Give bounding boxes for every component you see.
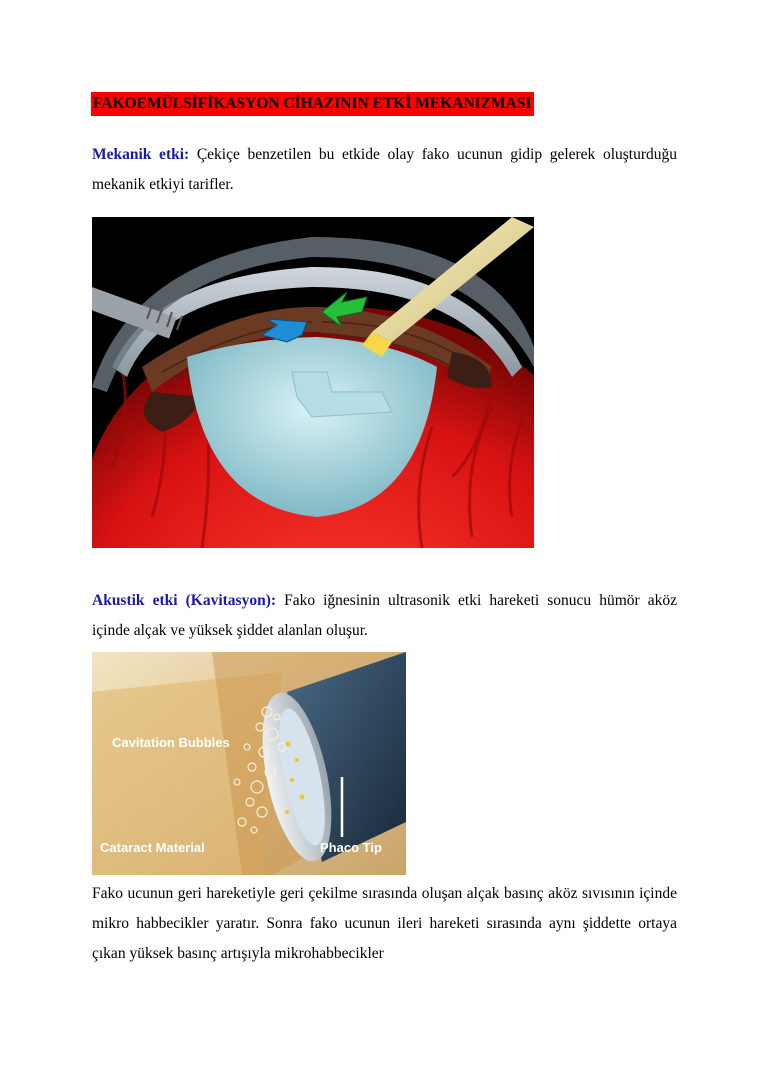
acoustic-effect-lead: Akustik etki (Kavitasyon): bbox=[92, 592, 277, 609]
closing-paragraph: Fako ucunun geri hareketiyle geri çekilme sırasında oluşan alçak basınç aköz sıvısının içinde mikro habbecikler yaratır. Sonra fako ucunun ileri hareketi sırasında aynı şiddette ortaya çıkan yüksek basınç artışıyla mikrohabbecikler bbox=[92, 885, 677, 962]
mechanical-effect-text: Çekiçe benzetilen bu etkide olay fako ucunun gidip gelerek oluşturduğu mekanik etkiyi tarifler. bbox=[92, 146, 678, 193]
phaco-tip-label: Phaco Tip bbox=[320, 840, 382, 855]
cavitation-illustration bbox=[92, 652, 406, 875]
cataract-material-label: Cataract Material bbox=[100, 840, 205, 855]
acoustic-effect-paragraph bbox=[92, 586, 677, 646]
mechanical-effect-lead: Mekanik etki: bbox=[92, 146, 190, 163]
cavitation-bubbles-label: Cavitation Bubbles bbox=[112, 735, 230, 750]
section-heading: FAKOEMÜLSİFİKASYON CİHAZININ ETKİ MEKANIZMASI bbox=[91, 92, 534, 116]
eye-cross-section-illustration bbox=[92, 217, 534, 548]
mechanical-effect-paragraph bbox=[92, 140, 677, 200]
acoustic-effect-text: Fako iğnesinin ultrasonik etki hareketi sonucu hümör aköz içinde alçak ve yüksek şiddet alanlan oluşur. bbox=[92, 592, 677, 639]
